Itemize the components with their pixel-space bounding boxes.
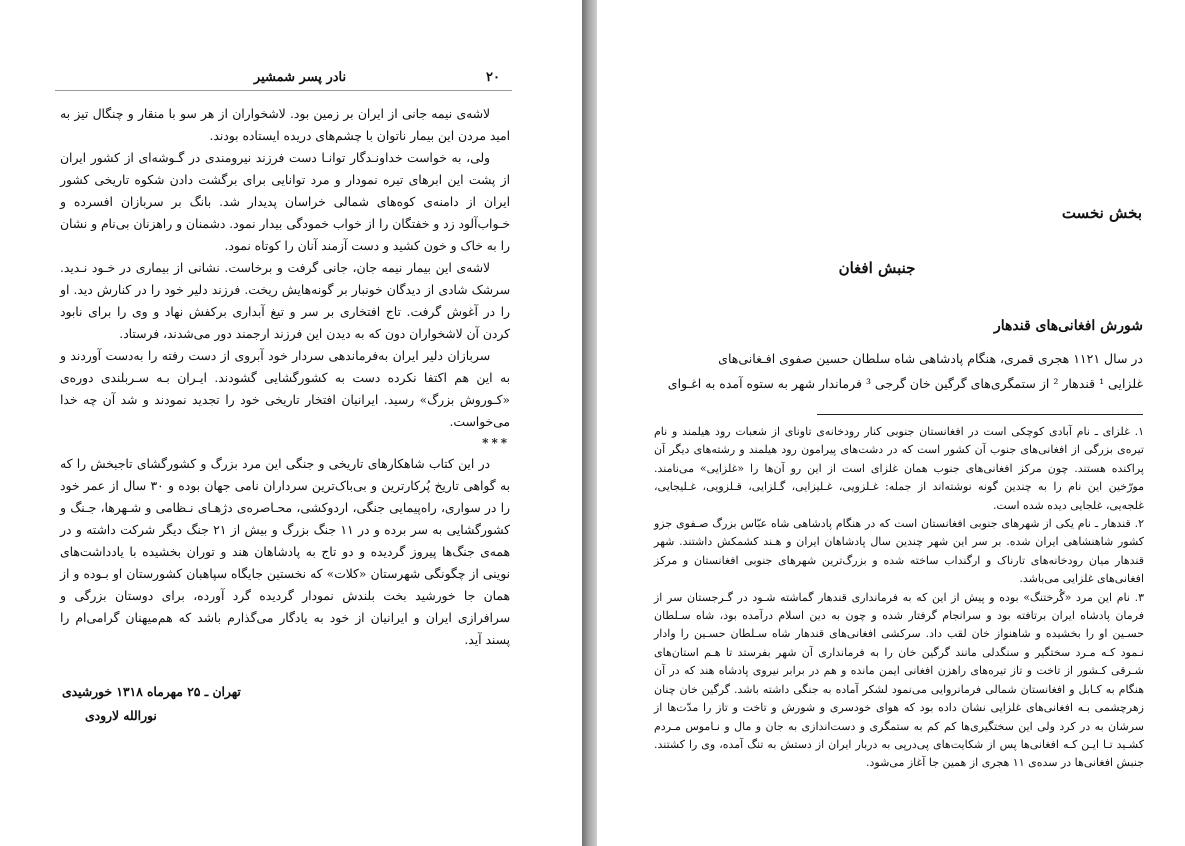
paragraph: سربازان دلیر ایران به‌فرماندهی سردار خود آبروی از دست رفته را به‌دست آوردند و به این هم اکتفا نکرده دست به کشورگشایی گشودند. ایـران بـه سـربلندی دوره‌ی «کـوروش بزرگ» رسید. ایرانیان افتخار تاریخی خود را تجدید نمودند و شد آن چه خدا می‌خواست. (60, 349, 510, 429)
intro-line-1: در سال ۱۱۲۱ هجری قمری، هنگام پادشاهی شاه سلطان حسین صفوی افـغانی‌های (718, 351, 1143, 366)
part-title: بخش نخست (1061, 204, 1142, 222)
page-number: ۲۰ (486, 70, 500, 85)
chapter-title: جنبش افغان (838, 259, 916, 277)
left-body (60, 103, 510, 651)
running-title: نادر پسر شمشیر (253, 70, 347, 85)
header-rule (55, 90, 512, 91)
intro-text (657, 346, 1143, 396)
intro-line-2: غلزایی ¹ قندهار ² از ستمگری‌های گرگین خان گرجی ³ فرماندار شهر به ستوه آمده به اغـوای (667, 376, 1143, 391)
paragraph: لاشه‌ی نیمه جانی از ایران بر زمین بود. لاشخواران از هر سو با منقار و چنگال تیز به امید مردن این بیمار ناتوان با چشم‌های دریده ایستاده بودند. (60, 107, 510, 143)
signature-place-date: تهران ـ ۲۵ مهرماه ۱۳۱۸ خورشیدی (62, 684, 241, 699)
preface-paragraph: در این کتاب شاهکارهای تاریخی و جنگی این مرد بزرگ و کشورگشای تاجبخش را که به گواهی تاریخ پُرکارترین و بی‌باک‌ترین سرداران نامی جهان بوده و ۳۰ سال از عمر خود را در سواری، راه‌پیمایی جنگی، اردوکشی، محـاصره‌ی دژهـای نـظامی و شـهرها، جـنگ و کشورگشایی به سر برده و در ۱۱ جنگ بزرگ و بیش از ۲۱ جنگ دیگر شرکت داشته و در همه‌ی جنگ‌ها پیروز گردیده و دو تاج به پادشاهان هند و توران بخشیده با یادداشت‌های نوینی از چگونگی شهرستان «کلات» که نخستین جایگاه سپاهبان کشورستان او بـوده و از همان جا خورشید بخت بلندش نمودار گردیده گرد آورده، برای دوستان بزرگی و سرافرازی ایران و ایرانیان از خود به یادگار می‌گذارم باشد که هم‌میهنان گرامی‌ام را پسند آید. (60, 457, 510, 647)
paragraph: لاشه‌ی این بیمار نیمه جان، جانی گرفت و برخاست. نشانی از بیماری در خـود نـدید. سرشک شادی از دیدگان خونبار بر گونه‌هایش ریخت. فرزند دلیر خود را در کنارش دید. او را در آغوش گرفت. تاج افتخاری بر سر و تیغ آبداری برکفش نهاد و وی را برای نابود کردن آن لاشخواران دون که به دیدن این فرزند ارجمند دور می‌شدند، فرستاد. (60, 261, 510, 341)
signature-name: نورالله لارودی (85, 708, 157, 723)
section-separator: *** (482, 436, 510, 450)
footnote-2: ۲. قندهار ـ نام یکی از شهرهای جنوبی افغانستان است که در هنگام پادشاهی شاه عبّاس بزرگ صـفوی جزو کشور شاهنشاهی ایران شده. بر سر این شهر چندین سال پادشاهان ایران و هـند کشمکش داشتند. شهر قندهار میان رودخانه‌های تارناک و ارگنداب ساخته شده و بزرگ‌ترین شهرهای جنوبی افغانستان و مرکز افغانی‌های غلزایی می‌باشد. (654, 517, 1144, 586)
footnote-rule (817, 414, 1143, 415)
footnotes (654, 423, 1144, 773)
book-gutter (582, 0, 597, 846)
section-title: شورش افغانی‌های قندهار (993, 318, 1143, 334)
footnote-1: ۱. غلزای ـ نام آبادی کوچکی است در افغانستان جنوبی کنار رودخانه‌ی تاونای از شعبات رود هیلمند و نام تیره‌ی بزرگی از افغانی‌های جنوب آن کشور است که در دشت‌های پیرامون رود هیلمند و رشته‌های دیگر آن پراکنده هستند. چون مرکز افغانی‌های جنوب همان غلزای است از این رو آن‌ها را «غلزایی» می‌نامند. مورّخین این نام را به چندین گونه نوشته‌اند از جمله: غـلزویی، غـلیزایی، گـلزایی، قـلزویی، غـلیجایی، غلجه‌یی، غلجایی دیده شده است. (654, 425, 1144, 512)
paragraph: ولی، به خواست خداونـدگار توانـا دست فرزند نیرومندی در گـوشه‌ای از کشور ایران از پشت این ابرهای تیره نمودار و مرد توانایی برای برگشت دادن شکوه تاریخی کشور ایران از دامنه‌ی کوه‌های شمالی خراسان پدیدار شد. بانگ بر سربازان افسرده و خـواب‌آلود زد و خفتگان را از خواب خمودگی بیدار نمود. دشمنان و راهزنان بی‌نام و نشان را به خاک و خون کشید و دست آزمند آنان را کوتاه نمود. (60, 151, 510, 253)
left-page (0, 0, 582, 846)
footnote-3: ۳. نام این مرد «گُرختنگ» بوده و پیش از این که به فرمانداری قندهار گماشته شـود در گـرجستان سر از فرمان پادشاه ایران برتافته بود و سرانجام گرفتار شده و چون به دین اسلام درآمده بود، شاه سـلطان حسـین او را بخشیده و شاهنواز خان لقب داد. سرکشی افغانی‌های قندهار شاه سـلطان حسـین را وادار نـمود کـه مـرد سختگیر و سنگدلی مانند گرگین خان را به فرمانداری آن شهر بفرستد تا هـم استان‌های شـرقی کـشور از تاخت و تاز تیره‌های راهزن افغانی ایمن مانده و هم در برابر نیروی پادشاه هند که در آن هنگام به کـابل و افغانستان شمالی فرمانروایی می‌نمود لشکر آماده به جنگی داشته باشد. گرگین خان چنان زهرچشمی بـه افغانی‌های غلزایی نشان داده بود که هوای خودسری و شورش و تاخت و تاز را مدّت‌ها از سرشان به در کرد ولی این سختگیری‌ها کم کم به ستمگری و دست‌اندازی به جان و مال و نـاموس مـردم کشـید تـا ایـن کـه افغانی‌ها پس از شکایت‌های پی‌درپی به دربار ایران از دستش به تنگ آمده، وی را کشتند. جنبش افغانی‌ها در سده‌ی ۱۱ هجری از همین جا آغاز می‌شود. (654, 590, 1144, 770)
right-page (597, 0, 1185, 846)
